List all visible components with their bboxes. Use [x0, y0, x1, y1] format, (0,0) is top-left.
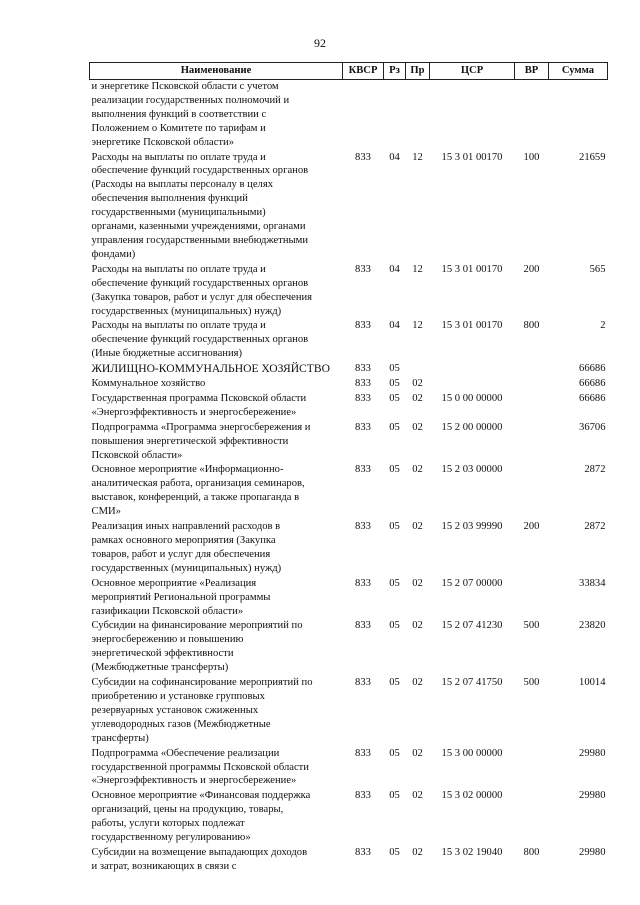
cell-vr — [515, 420, 549, 463]
cell-sum: 10014 — [579, 677, 606, 689]
cell-csr: 15 3 01 00170 — [441, 151, 503, 163]
cell-pr: 02 — [412, 790, 423, 802]
cell-csr: 15 2 00 00000 — [441, 421, 503, 433]
cell-vr — [515, 361, 549, 376]
cell-vr: 100 — [523, 151, 540, 163]
table-row — [90, 576, 608, 619]
header-kvsr: КВСР — [343, 63, 384, 80]
budget-table — [89, 62, 608, 874]
table-row — [90, 519, 608, 576]
header-csr: ЦСР — [430, 63, 515, 80]
table-row — [90, 462, 608, 519]
cell-name: Подпрограмма «Программа энергосбережения и повышения энергетической эффективности Псковской области» — [91, 421, 311, 461]
cell-kvsr: 833 — [355, 320, 371, 332]
table-row — [90, 675, 608, 746]
cell-vr — [515, 376, 549, 391]
cell-rz: 05 — [389, 521, 400, 533]
table-row — [90, 845, 608, 874]
cell-pr: 02 — [412, 620, 423, 632]
table-row — [90, 420, 608, 463]
cell-rz — [384, 80, 406, 150]
cell-name: Основное мероприятие «Информационно- аналитическая работа, организация семинаров, выставок, конференций, а также пропаганда в СМИ» — [91, 464, 305, 518]
cell-name: Государственная программа Псковской области «Энергоэффективность и энергосбережение» — [91, 392, 307, 418]
cell-csr: 15 3 01 00170 — [441, 263, 503, 275]
cell-vr — [515, 80, 549, 150]
header-rz: Рз — [384, 63, 406, 80]
cell-rz: 05 — [389, 392, 400, 404]
cell-sum: 66686 — [579, 392, 606, 404]
table-row — [90, 262, 608, 319]
cell-name: Подпрограмма «Обеспечение реализации государственной программы Псковской области «Энергоэффективность и энергосбережение» — [91, 747, 309, 787]
cell-kvsr: 833 — [355, 363, 371, 375]
cell-csr: 15 3 02 00000 — [441, 790, 503, 802]
cell-csr: 15 2 07 00000 — [441, 577, 503, 589]
cell-pr: 02 — [412, 677, 423, 689]
cell-pr: 02 — [412, 378, 423, 390]
cell-name: Основное мероприятие «Реализация мероприятий Региональной программы газификации Псковской области» — [91, 577, 271, 617]
page-number: 92 — [314, 36, 326, 50]
cell-vr: 200 — [523, 521, 540, 533]
cell-pr: 02 — [412, 747, 423, 759]
cell-vr: 800 — [523, 846, 540, 858]
cell-rz: 05 — [389, 464, 400, 476]
cell-sum: 565 — [589, 263, 606, 275]
cell-name: Расходы на выплаты по оплате труда и обеспечение функций государственных органов (Иные бюджетные ассигнования) — [91, 320, 309, 360]
cell-name: Расходы на выплаты по оплате труда и обеспечение функций государственных органов (Расходы на выплаты персоналу в целях обеспечения выполнения функций государственными (муниципальными) органами, казенными учреждениями, органами управления государственными внебюджетными фондами) — [91, 151, 309, 260]
cell-kvsr: 833 — [355, 846, 371, 858]
cell-rz: 05 — [389, 421, 400, 433]
cell-vr — [515, 788, 549, 845]
header-name: Наименование — [90, 63, 343, 80]
table-row — [90, 391, 608, 420]
table-row — [90, 318, 608, 361]
cell-vr — [515, 576, 549, 619]
table-row — [90, 746, 608, 789]
cell-name: ЖИЛИЩНО-КОММУНАЛЬНОЕ ХОЗЯЙСТВО — [91, 362, 330, 376]
cell-vr: 500 — [523, 677, 540, 689]
table-section-row — [90, 361, 608, 376]
cell-vr: 200 — [523, 263, 540, 275]
cell-csr: 15 2 07 41230 — [441, 620, 503, 632]
cell-rz: 04 — [389, 320, 400, 332]
cell-rz: 05 — [389, 577, 400, 589]
cell-rz: 05 — [389, 790, 400, 802]
cell-csr — [430, 361, 515, 376]
cell-vr — [515, 462, 549, 519]
cell-pr: 02 — [412, 421, 423, 433]
cell-rz: 05 — [389, 363, 400, 375]
cell-kvsr: 833 — [355, 151, 371, 163]
table-header-row — [90, 63, 608, 80]
cell-pr — [406, 80, 430, 150]
cell-kvsr — [343, 80, 384, 150]
cell-pr: 12 — [412, 320, 423, 332]
table-row — [90, 150, 608, 262]
cell-csr: 15 3 02 19040 — [441, 846, 503, 858]
cell-kvsr: 833 — [355, 378, 371, 390]
cell-pr: 02 — [412, 392, 423, 404]
cell-sum: 2 — [600, 320, 606, 332]
cell-pr — [406, 361, 430, 376]
cell-rz: 04 — [389, 151, 400, 163]
cell-kvsr: 833 — [355, 263, 371, 275]
cell-sum: 29980 — [579, 747, 606, 759]
cell-pr: 02 — [412, 577, 423, 589]
header-sum: Сумма — [549, 63, 608, 80]
cell-name: Основное мероприятие «Финансовая поддержка организаций, цены на продукцию, товары, работы, услуги которых подлежат государственному регулированию» — [91, 790, 311, 844]
cell-name: Субсидии на софинансирование мероприятий по приобретению и установке групповых резервуарных установок сжиженных углеводородных газов (Межбюджетные трансферты) — [91, 677, 313, 744]
cell-rz: 05 — [389, 677, 400, 689]
cell-kvsr: 833 — [355, 677, 371, 689]
cell-name: Субсидии на финансирование мероприятий по энергосбережению и повышению энергетической эффективности (Межбюджетные трансферты) — [91, 620, 303, 674]
cell-csr: 15 0 00 00000 — [441, 392, 503, 404]
cell-kvsr: 833 — [355, 747, 371, 759]
cell-kvsr: 833 — [355, 392, 371, 404]
cell-csr — [430, 80, 515, 150]
cell-kvsr: 833 — [355, 620, 371, 632]
table-row — [90, 376, 608, 391]
cell-name: Субсидии на возмещение выпадающих доходов и затрат, возникающих в связи с — [91, 846, 308, 872]
cell-sum: 23820 — [579, 620, 606, 632]
cell-sum — [549, 80, 608, 150]
cell-name: Реализация иных направлений расходов в рамках основного мероприятия (Закупка товаров, работ и услуг для обеспечения государственных (муниципальных) нужд) — [91, 521, 282, 574]
cell-csr: 15 2 03 99990 — [441, 521, 503, 533]
table-body — [90, 80, 608, 874]
cell-csr: 15 2 03 00000 — [441, 464, 503, 476]
cell-pr: 02 — [412, 464, 423, 476]
cell-sum: 36706 — [579, 421, 606, 433]
cell-name: Коммунальное хозяйство — [91, 378, 206, 390]
cell-pr: 02 — [412, 846, 423, 858]
cell-rz: 05 — [389, 378, 400, 390]
cell-sum: 21659 — [579, 151, 606, 163]
cell-sum: 66686 — [579, 378, 606, 390]
cell-kvsr: 833 — [355, 577, 371, 589]
cell-vr: 500 — [523, 620, 540, 632]
cell-sum: 29980 — [579, 790, 606, 802]
cell-csr: 15 2 07 41750 — [441, 677, 503, 689]
cell-pr: 12 — [412, 151, 423, 163]
cell-rz: 05 — [389, 846, 400, 858]
cell-sum: 2872 — [584, 464, 606, 476]
cell-csr — [430, 376, 515, 391]
cell-csr: 15 3 01 00170 — [441, 320, 503, 332]
cell-vr: 800 — [523, 320, 540, 332]
cell-kvsr: 833 — [355, 521, 371, 533]
header-pr: Пр — [406, 63, 430, 80]
cell-name: и энергетике Псковской области с учетом реализации государственных полномочий и выполнения функций в соответствии с Положением о Комитете по тарифам и энергетике Псковской области» — [91, 81, 290, 148]
cell-rz: 04 — [389, 263, 400, 275]
header-vr: ВР — [515, 63, 549, 80]
cell-vr — [515, 746, 549, 789]
cell-sum: 33834 — [579, 577, 606, 589]
cell-sum: 66686 — [579, 363, 606, 375]
cell-kvsr: 833 — [355, 790, 371, 802]
cell-sum: 2872 — [584, 521, 606, 533]
cell-name: Расходы на выплаты по оплате труда и обеспечение функций государственных органов (Закупка товаров, работ и услуг для обеспечения государственных (муниципальных) нужд) — [91, 263, 313, 317]
cell-pr: 02 — [412, 521, 423, 533]
cell-rz: 05 — [389, 620, 400, 632]
cell-vr — [515, 391, 549, 420]
table-row — [90, 618, 608, 675]
cell-pr: 12 — [412, 263, 423, 275]
table-row — [90, 80, 608, 150]
cell-kvsr: 833 — [355, 421, 371, 433]
cell-csr: 15 3 00 00000 — [441, 747, 503, 759]
table-row — [90, 788, 608, 845]
cell-kvsr: 833 — [355, 464, 371, 476]
cell-sum: 29980 — [579, 846, 606, 858]
cell-rz: 05 — [389, 747, 400, 759]
